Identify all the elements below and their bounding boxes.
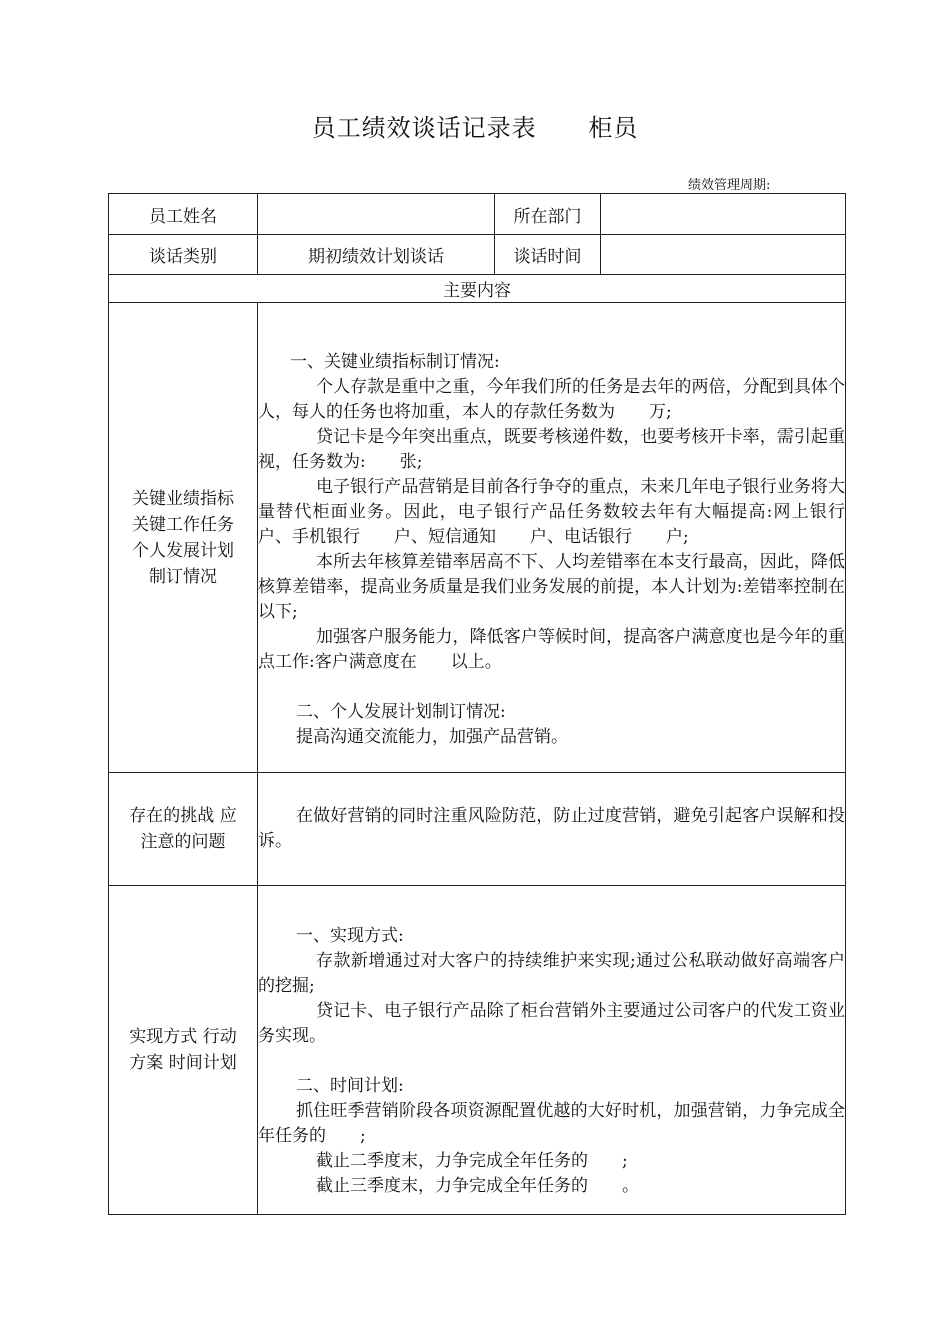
label-line: 实现方式 行动 [129,1027,237,1047]
label-line: 注意的问题 [140,832,226,852]
key-indicators-content[interactable] [258,303,879,773]
deposit-paragraph: 个人存款是重中之重，今年我们所的任务是去年的两倍，分配到具体个人，每人的任务也将加重，本人的存款任务数为 万; [258,377,845,422]
label-line: 关键业绩指标 [132,488,234,509]
implementation-paragraph: 存款新增通过对大客户的持续维护来实现;通过公私联动做好高端客户的挖掘; [258,951,845,996]
service-paragraph: 加强客户服务能力，降低客户等候时间，提高客户满意度也是今年的重点工作:客户满意度在 以上。 [258,627,845,672]
section-heading: 二、个人发展计划制订情况: [296,702,506,722]
implementation-label [109,886,258,1215]
document-title: 员工绩效谈话记录表 柜员 [311,114,639,142]
section-heading: 一、关键业绩指标制订情况: [290,352,500,372]
key-indicators-label [109,303,258,773]
label-line: 存在的挑战 应 [129,806,237,826]
row-type-time [109,235,846,275]
row-name-dept [109,194,846,235]
label-line: 关键工作任务 [132,514,234,535]
talk-type-label: 谈话类别 [109,235,258,275]
section-heading: 二、时间计划: [296,1076,404,1096]
challenges-content[interactable] [258,773,846,886]
row-challenges [109,773,846,886]
label-line: 制订情况 [149,566,217,587]
credit-card-paragraph: 贷记卡是今年突出重点，既要考核递件数，也要考核开卡率，需引起重视，任务数为: 张; [258,427,845,472]
department-field[interactable] [601,194,846,235]
schedule-paragraph: 抓住旺季营销阶段各项资源配置优越的大好时机，加强营销，力争完成全年任务的 ; [258,1101,845,1146]
employee-name-field[interactable] [258,194,495,235]
performance-talk-form [108,193,879,1215]
implementation-content[interactable] [258,886,846,1215]
schedule-paragraph: 截止三季度末，力争完成全年任务的 。 [316,1176,639,1196]
row-key-indicators [109,303,846,773]
employee-name-label: 员工姓名 [109,194,258,235]
label-line: 方案 时间计划 [129,1053,237,1073]
schedule-paragraph: 截止二季度末，力争完成全年任务的 ; [316,1151,628,1171]
talk-time-field[interactable] [601,235,846,275]
main-content-heading: 主要内容 [109,275,846,303]
row-main-content [109,275,846,303]
implementation-paragraph: 贷记卡、电子银行产品除了柜台营销外主要通过公司客户的代发工资业务实现。 [258,1001,845,1046]
talk-type-value[interactable]: 期初绩效计划谈话 [258,235,495,275]
performance-period-label: 绩效管理周期: [688,178,771,193]
row-implementation [109,886,846,1215]
challenges-paragraph: 在做好营销的同时注重风险防范，防止过度营销，避免引起客户误解和投诉。 [258,806,845,851]
section-heading: 一、实现方式: [296,926,404,946]
talk-time-label: 谈话时间 [495,235,601,275]
label-line: 个人发展计划 [132,540,234,561]
challenges-label [109,773,258,886]
error-rate-paragraph: 本所去年核算差错率居高不下、人均差错率在本支行最高，因此，降低核算差错率，提高业务质量是我们业务发展的前提，本人计划为:差错率控制在 以下; [258,552,879,622]
department-label: 所在部门 [495,194,601,235]
e-banking-paragraph: 电子银行产品营销是目前各行争夺的重点，未来几年电子银行业务将大量替代柜面业务。因此，电子银行产品任务数较去年有大幅提高:网上银行 户、手机银行 户、短信通知 户、电话银行 户; [258,477,879,547]
personal-development-paragraph: 提高沟通交流能力，加强产品营销。 [296,727,568,747]
